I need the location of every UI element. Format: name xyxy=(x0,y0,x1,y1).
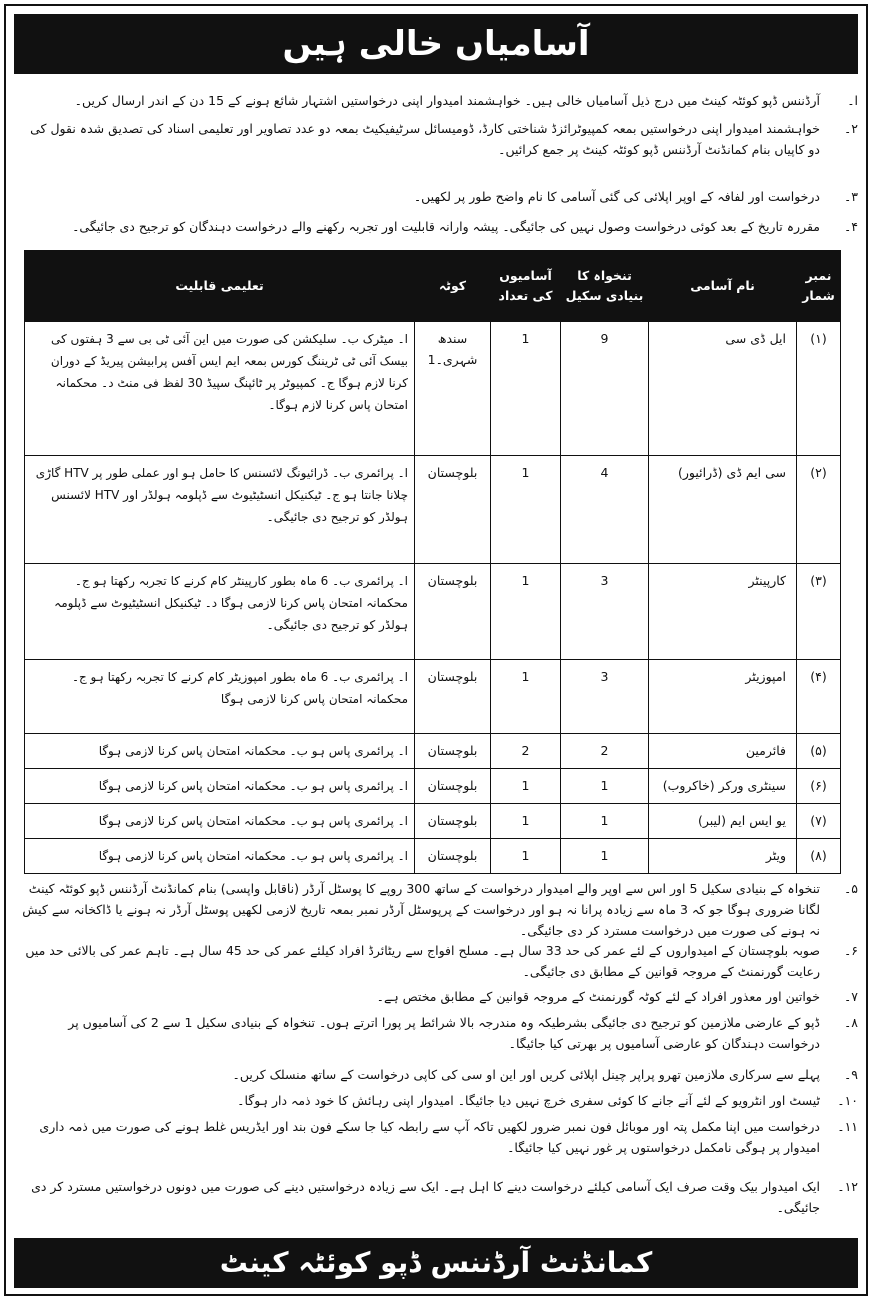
note-item xyxy=(20,1064,858,1085)
cell-quota: بلوچستان xyxy=(415,839,491,874)
note-text: ڈپو کے عارضی ملازمین کو ترجیح دی جائیگی بشرطیکہ وہ مندرجہ بالا شرائط پر پورا اترتے ہوں۔ تنخواہ کے بنیادی سکیل 1 سے 2 کی آسامیوں پر درخواست دہندگان کو عارضی آسامیوں پر بھرتی کیا جائیگا۔ xyxy=(68,1015,820,1051)
cell-scale: 4 xyxy=(561,456,649,564)
cell-qualification: ا۔ پرائمری پاس ہو ب۔ محکمانہ امتحان پاس کرنا لازمی ہوگا xyxy=(25,839,415,874)
cell-scale: 1 xyxy=(561,839,649,874)
header-post: نام آسامی xyxy=(649,251,797,322)
cell-quota: سندھ شہری۔1 xyxy=(415,322,491,456)
item-text: آرڈننس ڈپو کوئٹہ کینٹ میں درج ذیل آسامیاں خالی ہیں۔ خواہشمند امیدوار اپنی درخواستیں اشتہار شائع ہونے کے 15 دن کے اندر ارسال کریں۔ xyxy=(74,93,820,108)
item-number: ا۔ xyxy=(847,93,858,108)
note-item xyxy=(20,1012,858,1054)
cell-qualification: ا۔ میٹرک ب۔ سلیکشن کی صورت میں این آئی ٹی بی سے 3 ہفتوں کی بیسک آئی ٹی ٹریننگ کورس بمعہ ایم ایس آفس پرابیشن پیریڈ کے دوران کرنا لازم ہوگا ج۔ کمپیوٹر پر ٹائپنگ سپیڈ 30 لفظ فی منٹ د۔ محکمانہ امتحان پاس کرنا لازم ہوگا۔ xyxy=(25,322,415,456)
cell-quota: بلوچستان xyxy=(415,769,491,804)
cell-quota: بلوچستان xyxy=(415,804,491,839)
cell-qualification: ا۔ پرائمری پاس ہو ب۔ محکمانہ امتحان پاس کرنا لازمی ہوگا xyxy=(25,734,415,769)
item-text: درخواست اور لفافہ کے اوپر اپلائی کی گئی آسامی کا نام واضح طور پر لکھیں۔ xyxy=(413,189,820,204)
note-number: ۵۔ xyxy=(843,881,858,896)
table-header-row xyxy=(25,251,841,322)
item-number: ۲۔ xyxy=(843,121,858,136)
note-text: صوبہ بلوچستان کے امیدواروں کے لئے عمر کی حد 33 سال ہے۔ مسلح افواج سے ریٹائرڈ افراد کیلئے عمر کی حد 45 سال ہے۔ تاہم عمر کی بالائی حد میں رعایت گورنمنٹ کے مروجہ قوانین کے مطابق دی جائیگی۔ xyxy=(25,943,820,979)
table-row xyxy=(25,839,841,874)
cell-serial: (۶) xyxy=(797,769,841,804)
cell-post: فائرمین xyxy=(649,734,797,769)
note-text: پہلے سے سرکاری ملازمین تھرو پراپر چینل اپلائی کریں اور این او سی کی کاپی درخواست کے ساتھ منسلک کریں۔ xyxy=(232,1067,820,1082)
cell-scale: 1 xyxy=(561,769,649,804)
note-item xyxy=(20,878,858,941)
cell-serial: (۴) xyxy=(797,660,841,734)
note-number: ۹۔ xyxy=(843,1067,858,1082)
note-number: ۷۔ xyxy=(843,989,858,1004)
cell-count: 1 xyxy=(491,660,561,734)
cell-count: 1 xyxy=(491,804,561,839)
table-row xyxy=(25,769,841,804)
cell-serial: (۷) xyxy=(797,804,841,839)
note-item xyxy=(20,986,858,1007)
header-count: آسامیوں کی تعداد xyxy=(491,251,561,322)
cell-quota: بلوچستان xyxy=(415,564,491,660)
note-item xyxy=(20,1116,858,1158)
cell-qualification: ا۔ پرائمری پاس ہو ب۔ محکمانہ امتحان پاس کرنا لازمی ہوگا xyxy=(25,769,415,804)
cell-count: 1 xyxy=(491,456,561,564)
item-number: ۳۔ xyxy=(843,189,858,204)
cell-serial: (۵) xyxy=(797,734,841,769)
cell-qualification: ا۔ پرائمری پاس ہو ب۔ محکمانہ امتحان پاس کرنا لازمی ہوگا xyxy=(25,804,415,839)
note-number: ۱۲۔ xyxy=(837,1179,858,1194)
note-number: ۸۔ xyxy=(843,1015,858,1030)
banner-title: آسامیاں خالی ہیں xyxy=(14,14,858,74)
item-text: مقررہ تاریخ کے بعد کوئی درخواست وصول نہیں کی جائیگی۔ پیشہ وارانہ قابلیت اور تجربہ رکھنے والے درخواست دہندگان کو ترجیح دی جائیگی۔ xyxy=(72,219,820,234)
note-text: ایک امیدوار بیک وقت صرف ایک آسامی کیلئے درخواست دینے کا اہل ہے۔ ایک سے زیادہ درخواستیں دینے کی صورت میں دونوں درخواستیں مسترد کر دی جائیگی۔ xyxy=(31,1179,820,1215)
cell-quota: بلوچستان xyxy=(415,734,491,769)
cell-count: 1 xyxy=(491,564,561,660)
cell-qualification: ا۔ پرائمری ب۔ ڈرائیونگ لائسنس کا حامل ہو اور عملی طور پر HTV گاڑی چلانا جانتا ہو ج۔ ٹیکنیکل انسٹیٹیوٹ سے ڈپلومہ ہولڈر اور HTV لائسنس ہولڈر کو ترجیح دی جائیگی۔ xyxy=(25,456,415,564)
intro-item xyxy=(20,186,858,207)
cell-post: ایل ڈی سی xyxy=(649,322,797,456)
cell-scale: 3 xyxy=(561,564,649,660)
cell-count: 1 xyxy=(491,839,561,874)
advertisement-page xyxy=(4,4,868,1296)
cell-serial: (۲) xyxy=(797,456,841,564)
cell-post: یو ایس ایم (لیبر) xyxy=(649,804,797,839)
header-scale: تنخواہ کا بنیادی سکیل xyxy=(561,251,649,322)
cell-count: 1 xyxy=(491,769,561,804)
intro-item xyxy=(20,216,858,237)
intro-item xyxy=(20,90,858,111)
cell-serial: (۳) xyxy=(797,564,841,660)
note-text: تنخواہ کے بنیادی سکیل 5 اور اس سے اوپر والے امیدوار درخواست کے ساتھ 300 روپے کا پوسٹل آرڈر (ناقابل واپسی) بنام کمانڈنٹ آرڈننس ڈپو کوئٹہ کینٹ لگانا ضروری ہوگا جو کہ 3 ماہ سے زیادہ پرانا نہ ہو اور درخواست کے پرپوسٹل آرڈر نمبر بمعہ تاریخ لازمی لکھیں پوسٹل آرڈر نہ ہونے یا ڈاکخانہ سے کیش نہ ہونے کی صورت میں درخواست مسترد کر دی جائیگی۔ xyxy=(22,881,820,938)
cell-post: سی ایم ڈی (ڈرائیور) xyxy=(649,456,797,564)
header-serial: نمبر شمار xyxy=(797,251,841,322)
item-text: خواہشمند امیدوار اپنی درخواستیں بمعہ کمپیوٹرائزڈ شناختی کارڈ، ڈومیسائل سرٹیفیکیٹ بمعہ دو عدد تصاویر اور تعلیمی اسناد کی تصدیق شدہ نقول کی دو کاپیاں بنام کمانڈنٹ آرڈننس ڈپو کوئٹہ کینٹ پر جمع کرائیں۔ xyxy=(30,121,820,157)
cell-qualification: ا۔ پرائمری ب۔ 6 ماہ بطور کارپینٹر کام کرنے کا تجربہ رکھتا ہو ج۔ محکمانہ امتحان پاس کرنا لازمی ہوگا د۔ ٹیکنیکل انسٹیٹیوٹ سے ڈپلومہ ہولڈر کو ترجیح دی جائیگی۔ xyxy=(25,564,415,660)
note-text: خواتین اور معذور افراد کے لئے کوٹہ گورنمنٹ کے مروجہ قوانین کے مطابق مختص ہے۔ xyxy=(376,989,820,1004)
table-row xyxy=(25,734,841,769)
cell-scale: 3 xyxy=(561,660,649,734)
table-row xyxy=(25,804,841,839)
table-row xyxy=(25,456,841,564)
cell-post: سینٹری ورکر (خاکروب) xyxy=(649,769,797,804)
note-text: درخواست میں اپنا مکمل پتہ اور موبائل فون نمبر ضرور لکھیں تاکہ آپ سے رابطہ کیا جا سکے فون بند اور ایڈریس غلط ہونے کی صورت میں ذمہ داری امیدوار پر ہوگی نامکمل درخواستوں پر غور نہیں کیا جائیگا۔ xyxy=(39,1119,820,1155)
table-row xyxy=(25,564,841,660)
cell-scale: 9 xyxy=(561,322,649,456)
cell-qualification: ا۔ پرائمری ب۔ 6 ماہ بطور امپوزیٹر کام کرنے کا تجربہ رکھتا ہو ج۔ محکمانہ امتحان پاس کرنا لازمی ہوگا xyxy=(25,660,415,734)
cell-count: 1 xyxy=(491,322,561,456)
cell-quota: بلوچستان xyxy=(415,456,491,564)
note-text: ٹیسٹ اور انٹرویو کے لئے آنے جانے کا کوئی سفری خرچ نہیں دیا جائیگا۔ امیدوار اپنی رہائش کا خود ذمہ دار ہوگا۔ xyxy=(237,1093,820,1108)
cell-count: 2 xyxy=(491,734,561,769)
cell-scale: 1 xyxy=(561,804,649,839)
posts-table xyxy=(24,250,841,874)
cell-serial: (۸) xyxy=(797,839,841,874)
note-item xyxy=(20,1176,858,1218)
table-row xyxy=(25,322,841,456)
note-number: ۶۔ xyxy=(843,943,858,958)
note-item xyxy=(20,1090,858,1111)
note-number: ۱۱۔ xyxy=(837,1119,858,1134)
item-number: ۴۔ xyxy=(843,219,858,234)
note-number: ۱۰۔ xyxy=(837,1093,858,1108)
table-row xyxy=(25,660,841,734)
note-item xyxy=(20,940,858,982)
cell-post: کارپینٹر xyxy=(649,564,797,660)
intro-item xyxy=(20,118,858,160)
cell-scale: 2 xyxy=(561,734,649,769)
footer-title: کمانڈنٹ آرڈننس ڈپو کوئٹہ کینٹ xyxy=(14,1238,858,1288)
header-quota: کوٹہ xyxy=(415,251,491,322)
cell-post: امپوزیٹر xyxy=(649,660,797,734)
cell-post: ویٹر xyxy=(649,839,797,874)
cell-serial: (۱) xyxy=(797,322,841,456)
header-qualification: تعلیمی قابلیت xyxy=(25,251,415,322)
cell-quota: بلوچستان xyxy=(415,660,491,734)
